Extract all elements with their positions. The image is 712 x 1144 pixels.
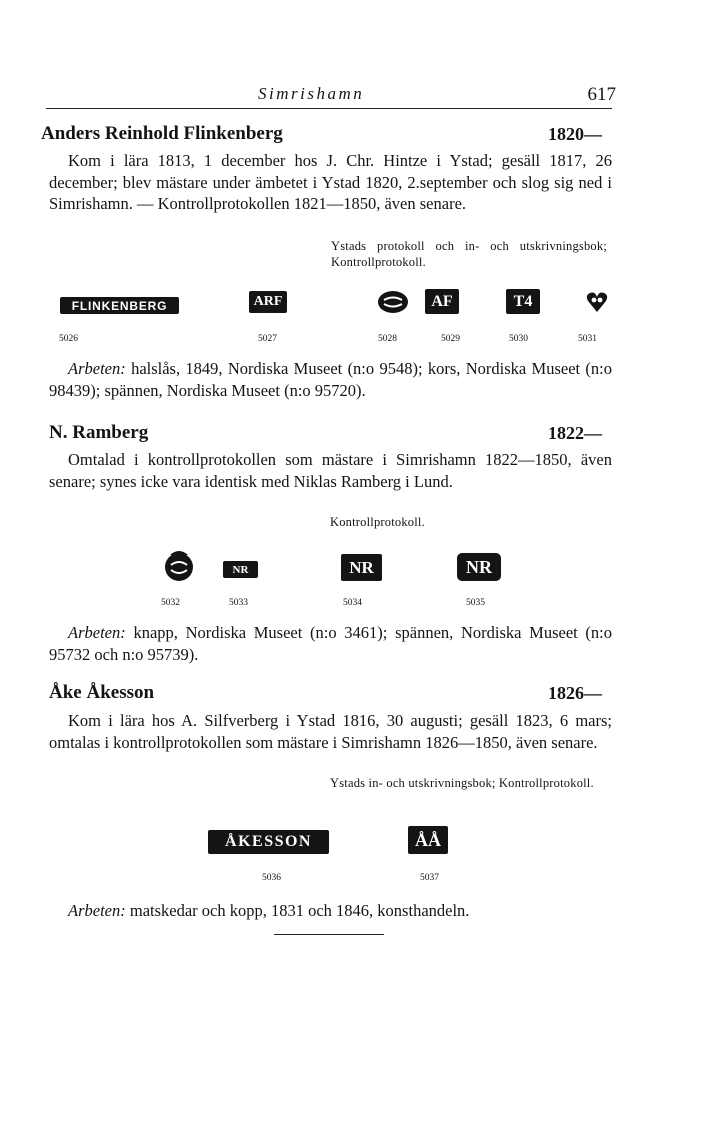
crowned-mark-icon <box>164 546 194 582</box>
mark-number: 5028 <box>378 334 397 344</box>
maker-mark: NR <box>457 553 501 581</box>
entry-year: 1820— <box>548 124 602 144</box>
entry-year: 1826— <box>548 683 602 703</box>
entry-source: Ystads protokoll och in- och utskrivningsbok; Kontrollprotokoll. <box>331 239 607 269</box>
entry-source: Ystads in- och utskrivningsbok; Kontrollprotokoll. <box>330 776 594 790</box>
maker-mark: NR <box>223 561 258 578</box>
maker-mark: ÅKESSON <box>208 830 329 854</box>
mark-number: 5033 <box>229 598 248 608</box>
maker-mark: ARF <box>249 291 287 313</box>
page-number: 617 <box>587 84 616 105</box>
entry-name: Åke Åkesson <box>49 682 155 703</box>
maker-mark: NR <box>341 554 382 581</box>
mark-number: 5030 <box>509 334 528 344</box>
entry-works: Arbeten: halslås, 1849, Nordiska Museet (n:o 9548); kors, Nordiska Museet (n:o 98439); spännen, Nordiska Museet (n:o 95720). <box>49 359 613 400</box>
maker-mark <box>377 290 409 314</box>
mark-number: 5032 <box>161 598 180 608</box>
end-rule <box>274 934 384 935</box>
mark-number: 5036 <box>262 873 281 883</box>
entry-text: Kom i lära 1813, 1 december hos J. Chr. Hintze i Ystad; gesäll 1817, 26 december; blev mästare under ämbetet i Ystad 1820, 2.september och slog sig ned i Simrishamn. — Kontrollprotokollen 1821—1850, även senare. <box>49 151 612 214</box>
maker-mark <box>586 290 608 314</box>
entry-works: Arbeten: knapp, Nordiska Museet (n:o 3461); spännen, Nordiska Museet (n:o 95732 och n:o 95739). <box>49 623 612 664</box>
maker-mark: AF <box>425 289 459 314</box>
mark-number: 5027 <box>258 334 277 344</box>
mark-number: 5034 <box>343 598 362 608</box>
heart-mark-icon <box>586 290 608 314</box>
mark-number: 5026 <box>59 334 78 344</box>
entry-source: Kontrollprotokoll. <box>330 515 425 529</box>
maker-mark: FLINKENBERG <box>60 297 179 314</box>
running-title: Simrishamn <box>258 84 365 103</box>
mark-number: 5029 <box>441 334 460 344</box>
mark-number: 5037 <box>420 873 439 883</box>
mark-number: 5031 <box>578 334 597 344</box>
entry-name: Anders Reinhold Flinkenberg <box>41 123 283 144</box>
entry-year: 1822— <box>548 423 602 443</box>
entry-text: Kom i lära hos A. Silfverberg i Ystad 1816, 30 augusti; gesäll 1823, 6 mars; omtalas i kontrollprotokollen som mästare i Simrishamn 1826—1850, även senare. <box>49 711 612 752</box>
oval-mark-icon <box>377 290 409 314</box>
maker-mark <box>164 546 194 582</box>
entry-works: Arbeten: matskedar och kopp, 1831 och 1846, konsthandeln. <box>68 901 470 920</box>
maker-mark: ÅÅ <box>408 826 448 854</box>
header-rule <box>46 108 612 109</box>
entry-text: Omtalad i kontrollprotokollen som mästare i Simrishamn 1822—1850, även senare; synes icke vara identisk med Niklas Ramberg i Lund. <box>49 450 612 491</box>
mark-number: 5035 <box>466 598 485 608</box>
maker-mark: T4 <box>506 289 540 314</box>
entry-name: N. Ramberg <box>49 422 149 443</box>
